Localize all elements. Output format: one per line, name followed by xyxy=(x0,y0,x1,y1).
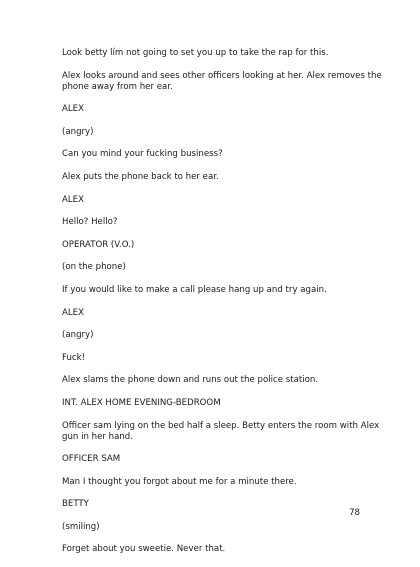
dialogue-line: Man I thought you forgot about me for a minute there. xyxy=(62,476,297,487)
character-name: ALEX xyxy=(62,307,84,318)
scene-heading: INT. ALEX HOME EVENING-BEDROOM xyxy=(62,397,221,408)
character-name: ALEX xyxy=(62,104,84,115)
parenthetical: (on the phone) xyxy=(62,262,126,273)
dialogue-line: If you would like to make a call please hang up and try again. xyxy=(62,284,327,295)
character-name: OPERATOR (V.O.) xyxy=(62,239,135,250)
script-body xyxy=(62,48,382,567)
action-line: Alex slams the phone down and runs out the police station. xyxy=(62,375,319,386)
parenthetical: (angry) xyxy=(62,126,94,137)
parenthetical: (angry) xyxy=(62,330,94,341)
action-line: Look betty lím not going to set you up to take the rap for this. xyxy=(62,48,329,58)
page-number: 78 xyxy=(349,508,360,518)
dialogue-line: Fuck! xyxy=(62,352,86,363)
action-line: Officer sam lying on the bed half a sleep. Betty enters the room with Alex gun in her hand. xyxy=(62,420,380,442)
parenthetical: (smiling) xyxy=(62,521,100,532)
character-name: BETTY xyxy=(62,499,89,510)
character-name: ALEX xyxy=(62,194,84,205)
action-line: Alex puts the phone back to her ear. xyxy=(62,171,219,182)
dialogue-line: Can you mind your fucking business? xyxy=(62,149,223,160)
dialogue-line: Hello? Hello? xyxy=(62,217,118,228)
character-name: OFFICER SAM xyxy=(62,454,121,465)
dialogue-line: Forget about you sweetie. Never that. xyxy=(62,544,226,555)
action-line: Alex looks around and sees other officers looking at her. Alex removes the phone away from her ear. xyxy=(62,70,382,92)
